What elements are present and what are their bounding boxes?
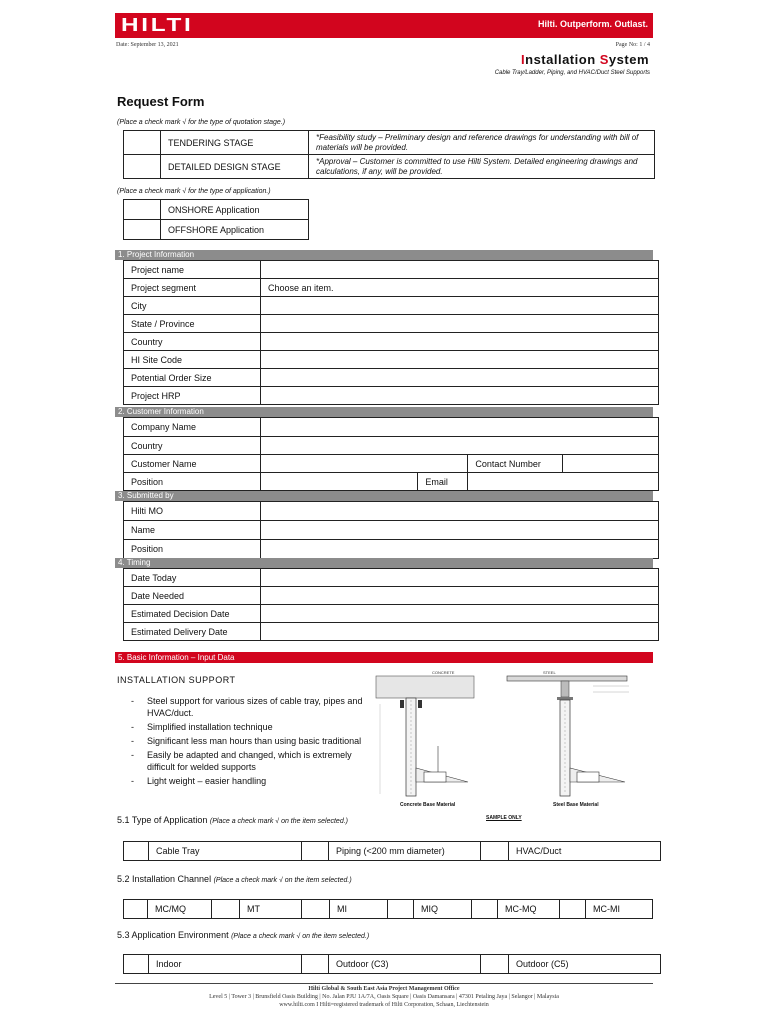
project-segment-select[interactable]: Choose an item.	[261, 279, 659, 297]
submitted-table	[123, 501, 659, 559]
field-label: Potential Order Size	[124, 369, 261, 387]
section-submitted-by: 3. Submitted by	[115, 491, 653, 501]
list-item: - Steel support for various sizes of cable tray, pipes and HVAC/duct.	[131, 695, 371, 719]
state-field[interactable]	[261, 315, 659, 333]
list-item: - Significant less man hours than using basic traditional	[131, 735, 371, 747]
document-date: Date: September 13, 2021	[116, 42, 179, 48]
piping-checkbox[interactable]	[302, 842, 329, 861]
mc-mi-checkbox[interactable]	[560, 900, 586, 919]
submitter-position-field[interactable]	[261, 540, 659, 559]
list-item: - Light weight – easier handling	[131, 775, 371, 787]
footer-address: Level 5 | Tower 3 | Brunsfield Oasis Building | No. Jalan PJU 1A/7A, Oasis Square | Oasis Damansara | 47301 Petaling Jaya | Selangor | Malaysia	[209, 994, 559, 1000]
installation-support-title: INSTALLATION SUPPORT	[117, 675, 236, 685]
hilti-logo: HILTI	[121, 15, 194, 35]
page-number: Page No: 1 / 4	[615, 42, 650, 48]
installation-channel-title: 5.2 Installation Channel (Place a check mark √ on the item selected.)	[117, 874, 352, 884]
indoor-checkbox[interactable]	[124, 955, 149, 974]
concrete-support-drawing	[372, 664, 478, 802]
project-table	[123, 260, 659, 405]
date-needed-field[interactable]	[261, 587, 659, 605]
table-row	[124, 418, 659, 437]
table-row	[124, 521, 659, 540]
option-label: MC-MI	[586, 900, 653, 919]
field-label: Email	[418, 473, 468, 491]
table-row	[124, 540, 659, 559]
table-row	[124, 587, 659, 605]
list-item: - Simplified installation technique	[131, 721, 371, 733]
tagline: Hilti. Outperform. Outlast.	[537, 19, 648, 29]
type-of-application-title: 5.1 Type of Application (Place a check mark √ on the item selected.)	[117, 815, 348, 825]
field-label: Position	[124, 473, 261, 491]
table-row	[124, 315, 659, 333]
field-label: Project segment	[124, 279, 261, 297]
table-row	[124, 455, 659, 473]
application-note: (Place a check mark √ for the type of application.)	[117, 188, 271, 195]
customer-country-field[interactable]	[260, 437, 658, 455]
field-label: Date Today	[124, 569, 261, 587]
field-label: Estimated Delivery Date	[124, 623, 261, 641]
option-label: MI	[330, 900, 388, 919]
installation-bullets	[131, 695, 371, 789]
mc-mq-checkbox[interactable]	[124, 900, 148, 919]
type-of-application-table	[123, 841, 661, 861]
concrete-caption: Concrete Base Material	[400, 802, 456, 808]
application-environment-table	[123, 954, 661, 974]
field-label: Estimated Decision Date	[124, 605, 261, 623]
table-row	[124, 623, 659, 641]
footer-trademark: www.hilti.com I Hilti=registered trademark of Hilti Corporation, Schaan, Liechtenstein	[279, 1002, 489, 1008]
field-label: Project name	[124, 261, 261, 279]
option-label: Cable Tray	[149, 842, 302, 861]
page-title: Request Form	[117, 94, 205, 109]
option-label: HVAC/Duct	[509, 842, 661, 861]
steel-label: STEEL	[543, 670, 556, 675]
detailed-design-checkbox[interactable]	[124, 155, 161, 179]
table-row	[124, 351, 659, 369]
table-row	[124, 155, 655, 179]
table-row	[124, 842, 661, 861]
outdoor-c5-checkbox[interactable]	[481, 955, 509, 974]
field-label: HI Site Code	[124, 351, 261, 369]
hilti-mo-field[interactable]	[261, 502, 659, 521]
quotation-description: *Feasibility study – Preliminary design and reference drawings for understanding with bill of materials will be provided.	[309, 131, 655, 155]
application-label: ONSHORE Application	[161, 200, 309, 220]
steel-caption: Steel Base Material	[553, 802, 599, 808]
option-label: MIQ	[414, 900, 472, 919]
section-customer-information: 2. Customer Information	[115, 407, 653, 417]
option-label: Indoor	[149, 955, 302, 974]
field-label: Country	[124, 437, 261, 455]
field-label: City	[124, 297, 261, 315]
table-row	[124, 279, 659, 297]
section-basic-information: 5. Basic Information – Input Data	[115, 652, 653, 663]
option-label: MT	[240, 900, 302, 919]
project-hrp-field[interactable]	[261, 387, 659, 405]
field-label: Customer Name	[124, 455, 261, 473]
option-label: Outdoor (C5)	[509, 955, 661, 974]
date-today-field[interactable]	[261, 569, 659, 587]
site-code-field[interactable]	[261, 351, 659, 369]
system-subtitle: Cable Tray/Ladder, Piping, and HVAC/Duct Steel Supports	[494, 70, 650, 76]
table-row	[124, 569, 659, 587]
table-row	[124, 502, 659, 521]
table-row	[124, 200, 309, 220]
field-label: Hilti MO	[124, 502, 261, 521]
table-row	[124, 605, 659, 623]
table-row	[124, 369, 659, 387]
table-row	[124, 955, 661, 974]
installation-channel-table	[123, 899, 653, 919]
mc-mq-alt-checkbox[interactable]	[472, 900, 498, 919]
table-row	[124, 261, 659, 279]
quotation-label: DETAILED DESIGN STAGE	[161, 155, 309, 179]
field-label: Name	[124, 521, 261, 540]
field-label: Date Needed	[124, 587, 261, 605]
outdoor-c3-checkbox[interactable]	[302, 955, 329, 974]
quotation-label: TENDERING STAGE	[161, 131, 309, 155]
offshore-checkbox[interactable]	[124, 220, 161, 240]
section-project-information: 1. Project Information	[115, 250, 653, 260]
list-item: - Easily be adapted and changed, which is extremely difficult for welded supports	[131, 749, 371, 773]
onshore-checkbox[interactable]	[124, 200, 161, 220]
option-label: Outdoor (C3)	[329, 955, 481, 974]
application-table	[123, 199, 309, 240]
project-name-field[interactable]	[261, 261, 659, 279]
section-timing: 4. Timing	[115, 558, 653, 568]
cable-tray-checkbox[interactable]	[124, 842, 149, 861]
decision-date-field[interactable]	[261, 605, 659, 623]
company-name-field[interactable]	[260, 418, 658, 437]
mi-checkbox[interactable]	[302, 900, 330, 919]
customer-position-field[interactable]	[260, 473, 418, 491]
contact-number-field[interactable]	[563, 455, 659, 473]
steel-support-drawing	[505, 664, 635, 802]
delivery-date-field[interactable]	[261, 623, 659, 641]
footer-office: Hilti Global & South East Asia Project Management Office	[308, 986, 460, 992]
system-title: Installation System	[521, 52, 649, 67]
submitter-name-field[interactable]	[261, 521, 659, 540]
field-label: Position	[124, 540, 261, 559]
table-row	[124, 220, 309, 240]
table-row	[124, 131, 655, 155]
table-row	[124, 473, 659, 491]
table-row	[124, 387, 659, 405]
concrete-label: CONCRETE	[432, 670, 455, 675]
field-label: Company Name	[124, 418, 261, 437]
quotation-table	[123, 130, 655, 179]
miq-checkbox[interactable]	[388, 900, 414, 919]
order-size-field[interactable]	[261, 369, 659, 387]
table-row	[124, 437, 659, 455]
country-field[interactable]	[261, 333, 659, 351]
application-label: OFFSHORE Application	[161, 220, 309, 240]
quotation-description: *Approval – Customer is committed to use Hilti System. Detailed engineering drawings and calculations, if any, will be provided.	[309, 155, 655, 179]
email-field[interactable]	[468, 473, 659, 491]
application-environment-title: 5.3 Application Environment (Place a check mark √ on the item selected.)	[117, 930, 370, 940]
customer-table	[123, 417, 659, 491]
city-field[interactable]	[261, 297, 659, 315]
table-row	[124, 900, 653, 919]
customer-name-field[interactable]	[260, 455, 468, 473]
timing-table	[123, 568, 659, 641]
quotation-note: (Place a check mark √ for the type of quotation stage.)	[117, 119, 286, 126]
option-label: MC/MQ	[148, 900, 212, 919]
field-label: Project HRP	[124, 387, 261, 405]
option-label: MC-MQ	[498, 900, 560, 919]
sample-only-label: SAMPLE ONLY	[486, 815, 522, 821]
tendering-checkbox[interactable]	[124, 131, 161, 155]
footer-divider	[115, 983, 653, 984]
field-label: Contact Number	[468, 455, 563, 473]
field-label: State / Province	[124, 315, 261, 333]
mt-checkbox[interactable]	[212, 900, 240, 919]
option-label: Piping (<200 mm diameter)	[329, 842, 481, 861]
table-row	[124, 297, 659, 315]
table-row	[124, 333, 659, 351]
field-label: Country	[124, 333, 261, 351]
hvac-duct-checkbox[interactable]	[481, 842, 509, 861]
